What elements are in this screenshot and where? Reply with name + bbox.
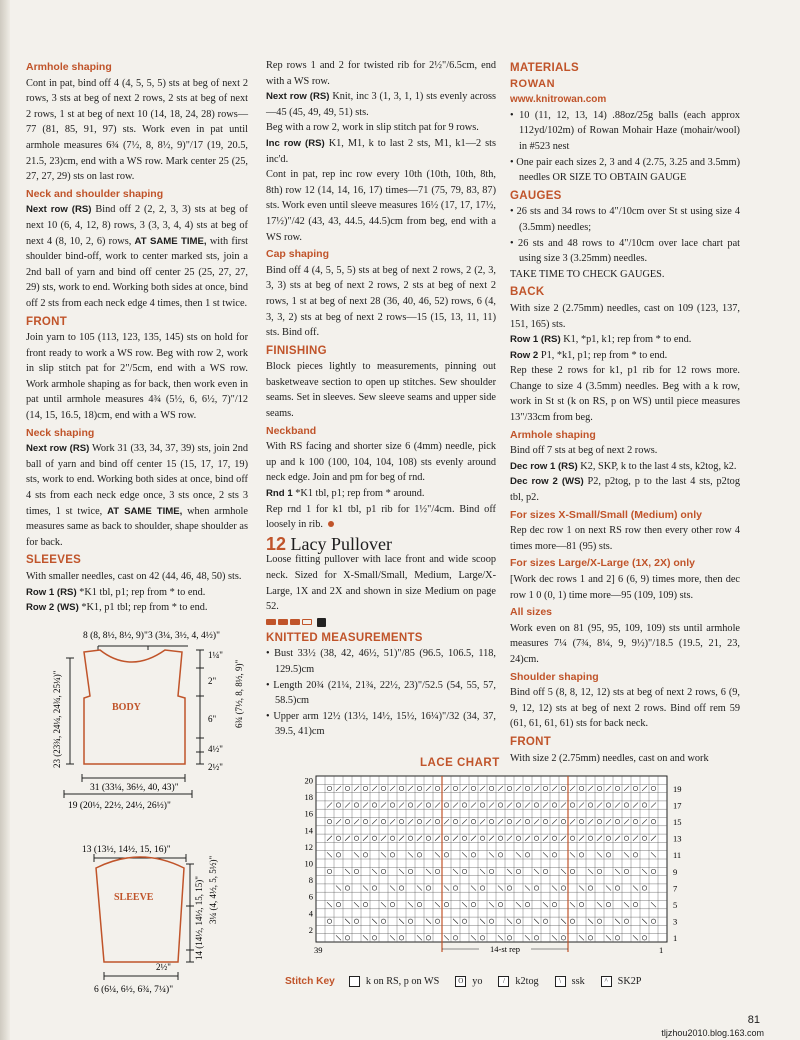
heading-finishing: FINISHING bbox=[266, 344, 327, 357]
front-neck-text: Next row (RS) Work 31 (33, 34, 37, 39) sts, join 2nd ball of yarn and bind off center 15 (15, 17, 17, 19) sts, work to end. Working both sides at once, bind off 4 sts from each neck edge once, 3 sts once, 2 sts 3 times, 1 st twice, AT SAME TIME, when armhole measures same as back to shoulder, shape shoulder as for back. bbox=[26, 443, 248, 548]
row-label-right: 15 bbox=[673, 816, 682, 827]
slip-pat-text: Beg with a row 2, work in slip stitch pat for 9 rows. bbox=[266, 122, 479, 134]
back-text: With size 2 (2.75mm) needles, cast on 109 (123, 137, 151, 165) sts. bbox=[510, 302, 740, 330]
body-r3: 6" bbox=[208, 714, 217, 724]
sleeve-bot: 6 (6¼, 6½, 6¾, 7¼)" bbox=[94, 985, 174, 995]
key-k2tog-label: k2tog bbox=[515, 976, 539, 987]
row-label-right: 5 bbox=[673, 899, 678, 910]
sleeve-row2: Row 2 (WS) *K1, p1 tbl; rep from * to end. bbox=[26, 602, 208, 614]
take-time: TAKE TIME TO CHECK GAUGES. bbox=[510, 268, 665, 280]
column-1 bbox=[26, 58, 248, 616]
sleeves-text: With smaller needles, cast on 42 (44, 46, 48, 50) sts. bbox=[26, 571, 242, 582]
rib-text: Rep rows 1 and 2 for twisted rib for 2½"/6.5cm, end with a WS row. bbox=[266, 60, 496, 87]
heading-back-armhole: Armhole shaping bbox=[510, 428, 596, 441]
front-text-2: With size 2 (2.75mm) needles, cast on and work bbox=[510, 752, 709, 764]
page-spine bbox=[0, 0, 10, 1040]
heading-cap: Cap shaping bbox=[266, 248, 330, 261]
row-label-right: 3 bbox=[673, 916, 678, 927]
body-b2: 19 (20½, 22½, 24½, 26½)" bbox=[68, 801, 171, 811]
lace-chart-grid bbox=[296, 772, 696, 972]
row-label-left: 16 bbox=[304, 808, 313, 819]
key-ssk-label: ssk bbox=[571, 976, 585, 987]
row-label-left: 8 bbox=[308, 875, 313, 886]
row-label-right: 11 bbox=[673, 850, 682, 861]
rep-label: 14-st rep bbox=[490, 944, 520, 954]
back-row1: Row 1 (RS) K1, *p1, k1; rep from * to end. bbox=[510, 334, 692, 346]
body-schematic bbox=[20, 628, 260, 828]
heading-front: FRONT bbox=[26, 315, 68, 328]
sleeve-r3: 2½" bbox=[156, 962, 171, 972]
back-row2: Row 2 P1, *k1, p1; rep from * to end. bbox=[510, 349, 668, 361]
back-armhole-text: Bind off 7 sts at beg of next 2 rows. bbox=[510, 445, 658, 457]
project-title: 12 Lacy Pullover bbox=[266, 533, 393, 554]
gauge-1: • 26 sts and 34 rows to 4"/10cm over St st using size 4 (3.5mm) needles; bbox=[510, 206, 740, 233]
heading-back: BACK bbox=[510, 286, 545, 299]
sleeve-r2: 14 (14½, 14½, 15, 15)" bbox=[194, 876, 204, 960]
lg-text: [Work dec rows 1 and 2] 6 (6, 9) times more, then dec row 1 0 (0, 1) time more—95 (109, 109) sts. bbox=[510, 574, 740, 601]
body-left-label: 23 (23¾, 24¼, 24¾, 25¼)" bbox=[52, 670, 62, 768]
lace-chart-title: LACE CHART bbox=[420, 757, 500, 769]
brand-name: ROWAN bbox=[510, 77, 556, 90]
skill-level-icon bbox=[266, 618, 496, 627]
sleeve-schematic bbox=[60, 842, 260, 1002]
row-label-right: 13 bbox=[673, 833, 682, 844]
yo-symbol-icon: O bbox=[455, 976, 466, 987]
heading-measurements: KNITTED MEASUREMENTS bbox=[266, 631, 423, 644]
sleeve-row1: Row 1 (RS) *K1 tbl, p1; rep from * to end. bbox=[26, 586, 206, 598]
cont-text: Cont in pat, rep inc row every 10th (10th, 10th, 8th, 8th) row 12 (14, 14, 16, 17) times—71 (75, 79, 83, 87) sts. Work even until sleeve measures 16½ (17, 17, 17½, 17½)"/42 (43, 43, 44.5, 44.5)cm from beg, end with a WS row. bbox=[266, 169, 496, 243]
meas-length: • Length 20¾ (21¼, 21¾, 22½, 23)"/52.5 (54, 55, 57, 58.5)cm bbox=[266, 679, 496, 707]
heading-front-neck: Neck shaping bbox=[26, 426, 95, 439]
rnd1-text: Rnd 1 *K1 tbl, p1; rep from * around. bbox=[266, 488, 425, 500]
meas-bust: • Bust 33½ (38, 42, 46½, 51)"/85 (96.5, 106.5, 118, 129.5)cm bbox=[266, 648, 496, 675]
back-text-2: Rep these 2 rows for k1, p1 rib for 12 rows more. Change to size 4 (3.5mm) needles. Beg with a k row, work in St st (k on RS, p on WS) until piece measures 13"/33cm from beg. bbox=[510, 365, 740, 424]
sleeve-top: 13 (13½, 14½, 15, 16)" bbox=[82, 845, 171, 855]
meas-upper-arm: • Upper arm 12½ (13½, 14½, 15½, 16¼)"/32 (34, 37, 39.5, 41)cm bbox=[266, 710, 496, 738]
neck-text: Next row (RS) Bind off 2 (2, 2, 3, 3) sts at beg of next 10 (6, 4, 12, 8) rows, 3 (3, 3, 4, 4) sts at beg of next 4 (8, 10, 2, 6) rows, AT SAME TIME, with first shoulder bind-off, work to center marked sts, join a 2nd ball of yarn and bind off center 25 (25, 27, 27, 29) sts, work to end. Working both sides at once, bind off 2 sts from each neck edge 4 times, then 1 st twice. bbox=[26, 204, 248, 309]
heading-neckband: Neckband bbox=[266, 424, 317, 437]
body-r2: 2" bbox=[208, 676, 217, 686]
inc-row: Inc row (RS) K1, M1, k to last 2 sts, M1, k1—2 sts inc'd. bbox=[266, 137, 496, 165]
row-label-right: 17 bbox=[673, 800, 682, 811]
shoulder-text: Bind off 5 (8, 8, 12, 12) sts at beg of next 2 rows, 6 (9, 9, 12, 12) sts at beg of next 2 rows. Bind off rem 59 (61, 61, 61, 61) sts for back neck. bbox=[510, 687, 740, 730]
sk2p-symbol-icon: ^ bbox=[601, 976, 612, 987]
body-top2-label: 3 (3¼, 3½, 4, 4½)" bbox=[148, 631, 220, 641]
end-dot-icon bbox=[328, 521, 334, 527]
project-desc: Loose fitting pullover with lace front and wide scoop neck. Sized for X-Small/Small, Medium, Large/X-Large, 1X and 2X and shown in size Medium on page 52. bbox=[266, 554, 496, 613]
stitch-key-title: Stitch Key bbox=[285, 976, 335, 987]
col-label-right: 1 bbox=[659, 945, 664, 955]
heading-gauges: GAUGES bbox=[510, 189, 562, 202]
body-label: BODY bbox=[112, 702, 141, 713]
gauge-2: • 26 sts and 48 rows to 4"/10cm over lace chart pat using size 3 (3.25mm) needles. bbox=[510, 237, 740, 265]
brand-url: www.knitrowan.com bbox=[510, 94, 607, 106]
body-b1: 31 (33¼, 36½, 40, 43)" bbox=[90, 783, 179, 793]
sleeve-label: SLEEVE bbox=[114, 892, 154, 903]
front-text: Join yarn to 105 (113, 123, 135, 145) sts on hold for front ready to work a WS row. Beg with row 2, work in slip stitch pat for 2"/5cm, end with a WS row. Work armhole shaping as for back, then work even in pat until armhole measures 4¾ (5½, 6, 6½, 7)"/12 (14, 15, 16.5, 18)cm, end with a WS row. bbox=[26, 332, 248, 422]
key-sk2p-label: SK2P bbox=[617, 976, 642, 987]
row-label-left: 4 bbox=[308, 908, 313, 919]
ssk-symbol-icon: \ bbox=[555, 976, 566, 987]
body-r4: 4½" bbox=[208, 744, 223, 754]
heading-front-2: FRONT bbox=[510, 735, 552, 748]
body-top-label: 8 (8, 8½, 8½, 9)" bbox=[83, 631, 148, 641]
heading-armhole: Armhole shaping bbox=[26, 61, 112, 73]
next-row: Next row (RS) Knit, inc 3 (1, 3, 1, 1) sts evenly across—45 (45, 49, 49, 51) sts. bbox=[266, 91, 496, 118]
heading-materials: MATERIALS bbox=[510, 62, 579, 74]
row-label-left: 10 bbox=[304, 858, 313, 869]
dec-row-2: Dec row 2 (WS) P2, p2tog, p to the last 4 sts, p2tog tbl, p2. bbox=[510, 476, 740, 504]
stitch-key bbox=[285, 976, 651, 987]
rep-rnd-text: Rep rnd 1 for k1 tbl, p1 rib for 1½"/4cm. Bind off loosely in rib. bbox=[266, 503, 496, 531]
row-label-right: 1 bbox=[673, 933, 678, 944]
knit-symbol-icon bbox=[349, 976, 360, 987]
heading-sleeves: SLEEVES bbox=[26, 554, 82, 567]
armhole-text: Cont in pat, bind off 4 (4, 5, 5, 5) sts at beg of next 2 rows, 3 sts at beg of next 2 rows, 2 sts at beg of next 2 rows, 1 st at beg of next 10 (14, 18, 24, 28) rows—77 (81, 85, 91, 97) sts. Work even in pat until armhole measures 6¾ (7½, 8, 8½, 9)"/17 (19, 20.5, 21.5, 23)cm, end with a WS row. Mark center 25 (25, 27, 27, 29) sts on last row. bbox=[26, 77, 248, 183]
material-yarn: • 10 (11, 12, 13, 14) .88oz/25g balls (each approx 112yd/102m) of Rowan Mohair Haze (mohair/wool) in #523 nest bbox=[510, 109, 740, 152]
finishing-text: Block pieces lightly to measurements, pinning out basketweave section to open up stitches. Sew shoulder seams. Set in sleeves. Sew sleeve seams and upper side seams. bbox=[266, 361, 496, 420]
heading-xs: For sizes X-Small/Small (Medium) only bbox=[510, 508, 702, 521]
key-knit-label: k on RS, p on WS bbox=[365, 976, 440, 987]
row-label-left: 6 bbox=[308, 891, 313, 902]
row-label-left: 14 bbox=[304, 825, 313, 836]
heading-neck: Neck and shoulder shaping bbox=[26, 187, 164, 200]
k2tog-symbol-icon: / bbox=[498, 976, 509, 987]
row-label-left: 18 bbox=[304, 792, 313, 803]
column-3 bbox=[510, 58, 740, 766]
column-2 bbox=[266, 58, 496, 740]
row-label-left: 2 bbox=[308, 924, 313, 935]
heading-shoulder: Shoulder shaping bbox=[510, 670, 599, 683]
row-label-right: 9 bbox=[673, 866, 678, 877]
dec-row-1: Dec row 1 (RS) K2, SKP, k to the last 4 sts, k2tog, k2. bbox=[510, 460, 737, 472]
row-label-right: 7 bbox=[673, 883, 678, 894]
all-sizes-text: Work even on 81 (95, 95, 109, 109) sts until armhole measures 7¼ (7¾, 8¼, 9, 9½)"/18.5 (19.5, 21, 23, 24)cm. bbox=[510, 622, 740, 665]
row-label-left: 20 bbox=[304, 775, 313, 786]
col-label-left: 39 bbox=[314, 945, 323, 955]
neckband-text: With RS facing and shorter size 6 (4mm) needle, pick up and k 100 (100, 104, 104, 108) sts evenly around neck edge. Join and pm for beg of rnd. bbox=[266, 441, 496, 484]
row-label-left: 12 bbox=[304, 841, 313, 852]
body-rv: 6¾ (7½, 8, 8½, 9)" bbox=[234, 659, 244, 728]
cap-text: Bind off 4 (4, 5, 5, 5) sts at beg of next 2 rows, 2 (2, 3, 3, 3) sts at beg of next 2 rows, 2 sts at beg of next 2 rows, 1 st at beg of next 28 (36, 40, 46, 52) rows, 6 (4, 3, 3, 2) sts at beg of next 2 rows—15 (15, 13, 11, 11) sts. Bind off. bbox=[266, 264, 496, 339]
sleeve-r1: 3¼ (4, 4½, 5, 5½)" bbox=[208, 855, 218, 924]
material-needles: • One pair each sizes 2, 3 and 4 (2.75, 3.25 and 3.5mm) needles OR SIZE TO OBTAIN GAUGE bbox=[510, 156, 740, 184]
body-r5: 2½" bbox=[208, 762, 223, 772]
page-number: 81 bbox=[747, 1014, 760, 1026]
body-r1: 1¼" bbox=[208, 650, 223, 660]
footer-credit: tljzhou2010.blog.163.com bbox=[661, 1028, 764, 1038]
row-label-right: 19 bbox=[673, 783, 682, 794]
heading-all-sizes: All sizes bbox=[510, 606, 553, 619]
lace-chart bbox=[296, 772, 696, 977]
xs-text: Rep dec row 1 on next RS row then every other row 4 times more—81 (95) sts. bbox=[510, 525, 740, 552]
heading-lg: For sizes Large/X-Large (1X, 2X) only bbox=[510, 557, 695, 570]
key-yo-label: yo bbox=[472, 976, 483, 987]
